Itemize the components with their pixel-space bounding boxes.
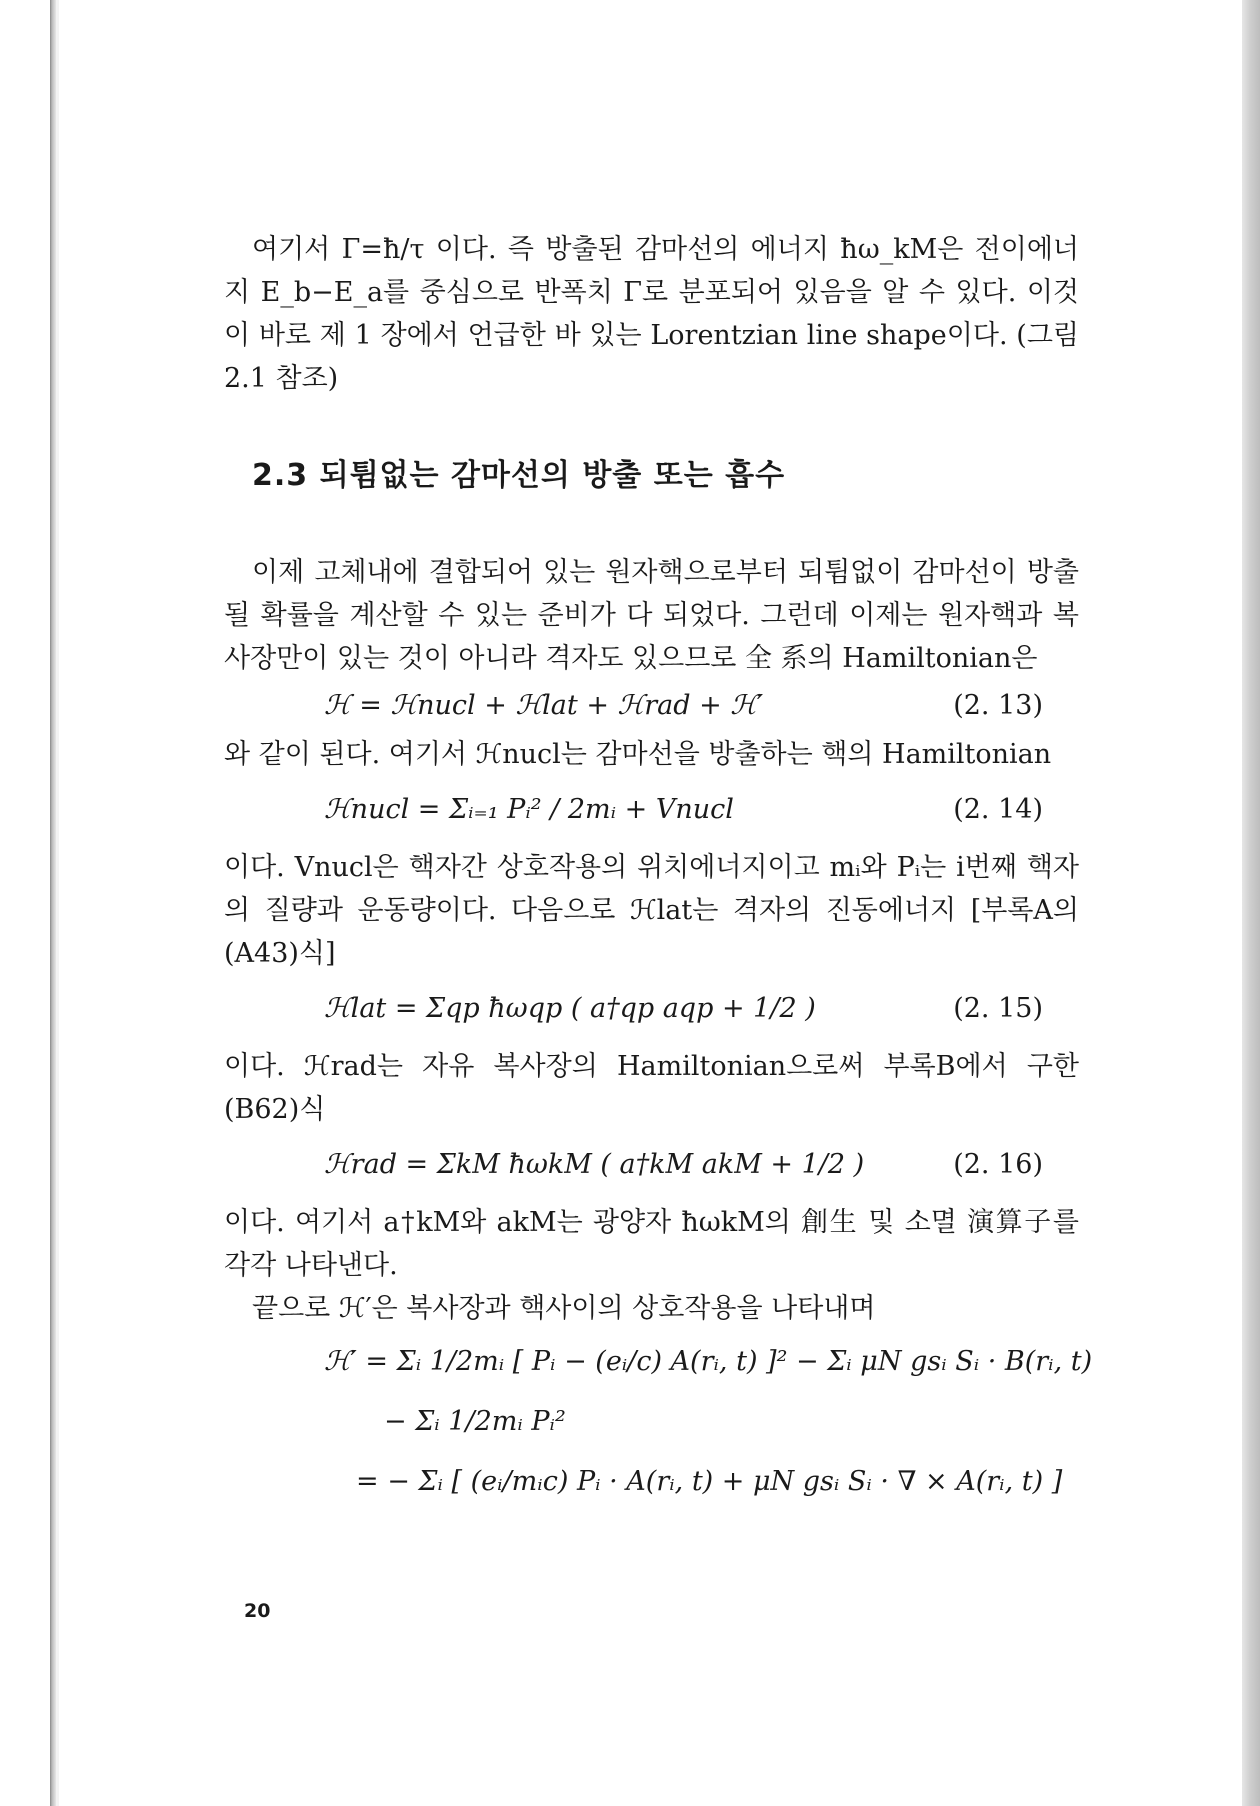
- section-title: 2.3 되튐없는 감마선의 방출 또는 흡수: [252, 458, 786, 493]
- equation-2-14: [224, 780, 1079, 842]
- equation-formula: ℋnucl = Σᵢ₌₁ Pᵢ² / 2mᵢ + Vnucl: [324, 794, 734, 825]
- page-content: [224, 228, 1093, 1504]
- equation-formula: ℋlat = Σqp ħωqp ( a†qp aqp + 1/2 ): [324, 993, 816, 1024]
- equation-interaction: [224, 1334, 1093, 1504]
- equation-number: (2. 14): [953, 794, 1043, 825]
- equation-line-3: = − Σᵢ [ (eᵢ/mᵢc) Pᵢ · A(rᵢ, t) + μN gsᵢ Sᵢ · ∇ × A(rᵢ, t) ]: [356, 1466, 1063, 1497]
- paragraph-lorentzian: 여기서 Γ=ħ/τ 이다. 즉 방출된 감마선의 에너지 ħω_kM은 전이에너지 E_b−E_a를 중심으로 반폭치 Γ로 분포되어 있음을 알 수 있다. 이것이 바로 제 1 장에서 언급한 바 있는 Lorentzian line shape이다. (그림 2.1 참조): [224, 234, 1079, 394]
- equation-number: (2. 15): [953, 993, 1043, 1024]
- equation-2-16: [224, 1135, 1079, 1197]
- equation-line-1: ℋ′ = Σᵢ 1/2mᵢ [ Pᵢ − (eᵢ/c) A(rᵢ, t) ]² − Σᵢ μN gsᵢ Sᵢ · B(rᵢ, t): [324, 1346, 1093, 1377]
- spacer: [224, 400, 1079, 454]
- equation-number: (2. 16): [953, 1149, 1043, 1180]
- equation-number: (2. 13): [953, 690, 1043, 721]
- paragraph-vnucl: 이다. Vnucl은 핵자간 상호작용의 위치에너지이고 mᵢ와 Pᵢ는 i번째 핵자의 질량과 운동량이다. 다음으로 ℋlat는 격자의 진동에너지 [부록A의 (A43)식]: [224, 852, 1079, 969]
- equation-formula: ℋrad = ΣkM ħωkM ( a†kM akM + 1/2 ): [324, 1149, 865, 1180]
- page-number: 20: [244, 1600, 271, 1622]
- equation-formula: ℋ = ℋnucl + ℋlat + ℋrad + ℋ′: [324, 690, 764, 721]
- equation-line-2: − Σᵢ 1/2mᵢ Pᵢ²: [384, 1406, 566, 1437]
- paragraph-interaction: 끝으로 ℋ′은 복사장과 핵사이의 상호작용을 나타내며: [252, 1293, 876, 1324]
- equation-2-15: [224, 979, 1079, 1041]
- spacer: [224, 497, 1079, 551]
- paragraph-operators: 이다. 여기서 a†kM와 akM는 광양자 ħωkM의 創生 및 소멸 演算子를 각각 나타낸다.: [224, 1207, 1079, 1281]
- equation-2-13: [224, 684, 1079, 729]
- page-right-edge: [1242, 0, 1260, 1806]
- paragraph-hrad: 이다. ℋrad는 자유 복사장의 Hamiltonian으로써 부록B에서 구한 (B62)식: [224, 1051, 1079, 1125]
- paragraph-hamiltonian-intro: 이제 고체내에 결합되어 있는 원자핵으로부터 되튐없이 감마선이 방출될 확률을 계산할 수 있는 준비가 다 되었다. 그런데 이제는 원자핵과 복사장만이 있는 것이 아니라 격자도 있으므로 全 系의 Hamiltonian은: [224, 557, 1079, 674]
- page-left-edge-highlight: [56, 0, 59, 1806]
- paragraph-nucl: 와 같이 된다. 여기서 ℋnucl는 감마선을 방출하는 핵의 Hamiltonian: [224, 739, 1052, 770]
